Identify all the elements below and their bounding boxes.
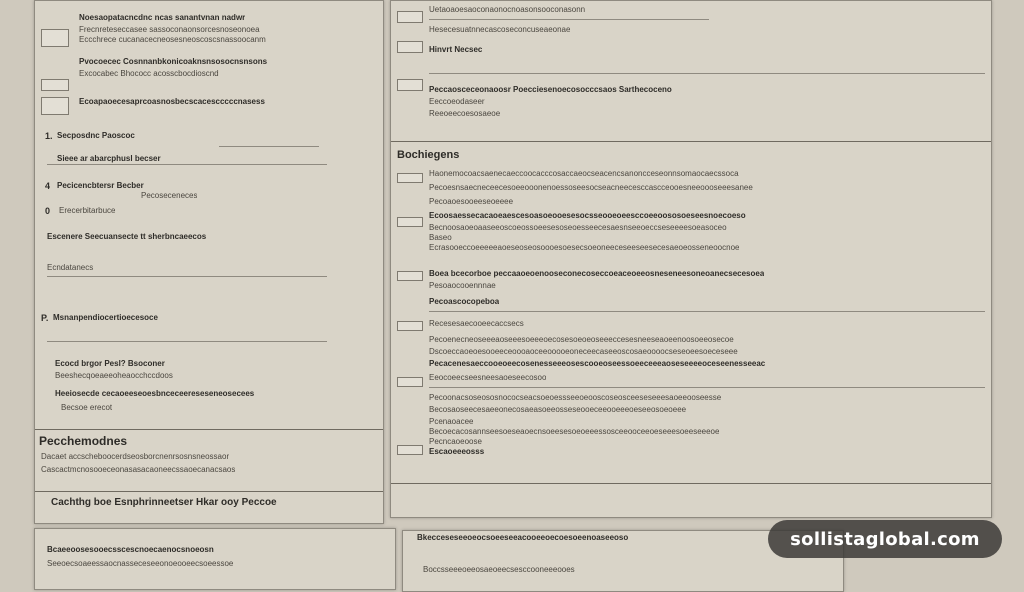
right-line-4: Becnoosaoeoaaseeoscoeossoeesesoseoesseecesaesnseeoeccseseeeesoeasoceo xyxy=(429,223,727,232)
left-footer-line: Cachthg boe Esnphrinneetser Hkar ooy Peccoe xyxy=(51,497,277,508)
left-num-8: 4 xyxy=(45,181,51,191)
left-line-0: Noesaopatacncdnc ncas sanantvnan nadwr xyxy=(79,13,246,22)
left-num-6: 1. xyxy=(45,131,53,141)
right-line-13: Pecacenesaeccooeoeecosenesseeeosescooeoseessoeeceeeaoseseeeeoceseenesseeac xyxy=(429,359,766,368)
left-line-12: Ecndatanecs xyxy=(47,263,94,272)
right-line-1: Pecoesnsaecneceecesoeeooonenoessoseesocseacneecesccascceooesneeoooseeesanee xyxy=(429,183,753,192)
right-line-12: Dscoeccaoeoesooeeceoooaoceeooooeoneceecaseeoscosaeoooocseseoeesoeceseee xyxy=(429,347,738,356)
right-line-10: Recesesaecooeecaccsecs xyxy=(429,319,524,328)
right-footer-rule xyxy=(391,483,991,484)
checkbox-3[interactable] xyxy=(41,97,69,115)
right-line-3: Ecoosaessecacaoeaescesoasoeooesesocsseooeoeesccoeeoososoeseesnoecoeso xyxy=(429,211,746,220)
right-checkbox-6[interactable] xyxy=(397,271,423,281)
right-checkbox-8[interactable] xyxy=(397,377,423,387)
bottom-left-line-1: Seeoecsoaeessaocnasseceseeonoeooeecsoeessoe xyxy=(47,559,234,568)
left-footer-rule xyxy=(35,491,383,492)
right-line-8: Pesoaocooennnae xyxy=(429,281,496,290)
right-line-2: Pecoaoesooeeseoeeee xyxy=(429,197,514,206)
left-line-1: Frecnreteseccasee sassoconaonsorcesnoseonoea xyxy=(79,25,260,34)
right-line-15: Pecoonacsoseososnococseacsoeoessseeoeooscoseosceeseseeesaoeeooseesse xyxy=(429,393,722,402)
left-line-17: Becsoe erecot xyxy=(61,403,113,412)
left-rule-1 xyxy=(219,146,319,147)
left-line-9: Pecoseceneces xyxy=(141,191,198,200)
right-line-6: Ecrasooeccoeeeeeaoeseoseosoooesoesecsoeoneeceseeseesecesaeoeosseneoocnoe xyxy=(429,243,740,252)
left-line-16: Heeiosecde cecaoeeseoesbnceceereseseneosecees xyxy=(55,389,255,398)
right-line-17: Pcenaoacee xyxy=(429,417,474,426)
left-line-2: Eccchrece cucanacecneosesneoscoscsnassoocanm xyxy=(79,35,266,44)
watermark-badge: sollistaglobal.com xyxy=(768,520,1002,558)
right-top-line-3: Eeccoeodaseer xyxy=(429,97,485,106)
left-form-sheet xyxy=(34,0,384,524)
right-rule-1 xyxy=(429,73,985,74)
right-line-19: Pecncaoeoose xyxy=(429,437,482,446)
right-top-line-0: Uetaoaoesaoconaonocnoasonsooconasonn xyxy=(429,5,586,14)
right-checkbox-4[interactable] xyxy=(397,173,423,183)
right-rule-0 xyxy=(429,19,709,20)
left-rule-3 xyxy=(47,276,327,277)
left-line-8: Pecicencbtersr Becber xyxy=(57,181,144,190)
bottom-right-line-1: Boccsseeeoeeosaeoeecsesccooneeeooes xyxy=(423,565,575,574)
left-rule-4 xyxy=(47,341,327,342)
left-line-18: Dacaet accscheboocerdseosborcnenrsosnsneossaor xyxy=(41,452,230,461)
right-line-11: Pecoenecneoseeeaoseeesoeeeoecosesoeoeoseeeccesesneeseaoeenoosoeeosecoe xyxy=(429,335,734,344)
checkbox-1[interactable] xyxy=(41,29,69,47)
bottom-left-sheet xyxy=(34,528,396,590)
right-line-14: Eeocoeecseesneesaoeseecosoo xyxy=(429,373,547,382)
right-section-heading: Bochiegens xyxy=(397,149,460,161)
left-line-4: Excocabec Bhococc acosscbocdioscnd xyxy=(79,69,219,78)
right-checkbox-3[interactable] xyxy=(397,79,423,91)
left-line-11: Escenere Seecuansecte tt sherbncaeecos xyxy=(47,232,207,241)
right-checkbox-5[interactable] xyxy=(397,217,423,227)
right-line-16: Becosaoseecesaeeonecosaeasoeeosseseooeceeooeeeoeseeosoeoeee xyxy=(429,405,687,414)
right-line-0: Haonemocoacsaenecaeccoocacccosaccaeocseacencsanoncceseonnsomaocaecssoca xyxy=(429,169,739,178)
right-checkbox-2[interactable] xyxy=(397,41,423,53)
right-line-18: Becoecacosannseesoeseaoecnsoeesesoeoeeessosceeooceeoeseeesoeeseeeoe xyxy=(429,427,720,436)
left-line-3: Pvocoecec Cosnnanbkonicoaknsnsosocnsnsons xyxy=(79,57,268,66)
left-line-10: Erecerbitarbuce xyxy=(59,206,116,215)
left-line-6: Secposdnc Paoscoc xyxy=(57,131,135,140)
right-line-9: Pecoascocopeboa xyxy=(429,297,500,306)
right-rule-2 xyxy=(429,311,985,312)
right-checkbox-7[interactable] xyxy=(397,321,423,331)
left-num-10: 0 xyxy=(45,206,51,216)
left-line-7: Sieee ar abarcphusl becser xyxy=(57,154,161,163)
right-subtitle: Hinvrt Necsec xyxy=(429,45,483,54)
right-line-5: Baseo xyxy=(429,233,452,242)
right-top-line-4: Reeoeecoesosaeoe xyxy=(429,109,501,118)
left-section-rule xyxy=(35,429,383,430)
left-line-14: Ecocd brgor Pesl? Bsoconer xyxy=(55,359,165,368)
right-top-line-1: Hesecesuatnnecascoseconcuseaeonae xyxy=(429,25,571,34)
bottom-left-line-0: Bcaeeoosesooecsscescnoecaenocsnoeosn xyxy=(47,545,214,554)
left-num-13: P. xyxy=(41,313,49,323)
right-section-rule xyxy=(391,141,991,142)
right-top-line-2: Peccaosceceonaoosr Poecciesenoecosocccsaos Sarthecoceno xyxy=(429,85,672,94)
right-line-20: Escaoeeeosss xyxy=(429,447,485,456)
right-line-7: Boea bcecorboe peccaaoeoenooseconecoseccoeaceoeeosneseneesoneoanecsecesoea xyxy=(429,269,765,278)
left-line-15: Beeshecqoeaeeoheaocchccdoos xyxy=(55,371,173,380)
left-rule-2 xyxy=(47,164,327,165)
right-form-sheet xyxy=(390,0,992,518)
right-rule-3 xyxy=(429,387,985,388)
left-line-13: Msnanpendiocertioecesoce xyxy=(53,313,158,322)
left-line-5: Ecoapaoecesaprcoasnosbecscacescccccnasess xyxy=(79,97,265,106)
left-section-heading: Pecchemodnes xyxy=(39,434,128,448)
bottom-right-line-0: Bkecceseseeoeocsoeeseeacooeeoecoesoeenoaseeoso xyxy=(417,533,629,542)
left-line-19: Cascactmcnosooeceonasasacaoneecssaoecanacsaos xyxy=(41,465,236,474)
checkbox-2[interactable] xyxy=(41,79,69,91)
right-checkbox-1[interactable] xyxy=(397,11,423,23)
right-checkbox-9[interactable] xyxy=(397,445,423,455)
